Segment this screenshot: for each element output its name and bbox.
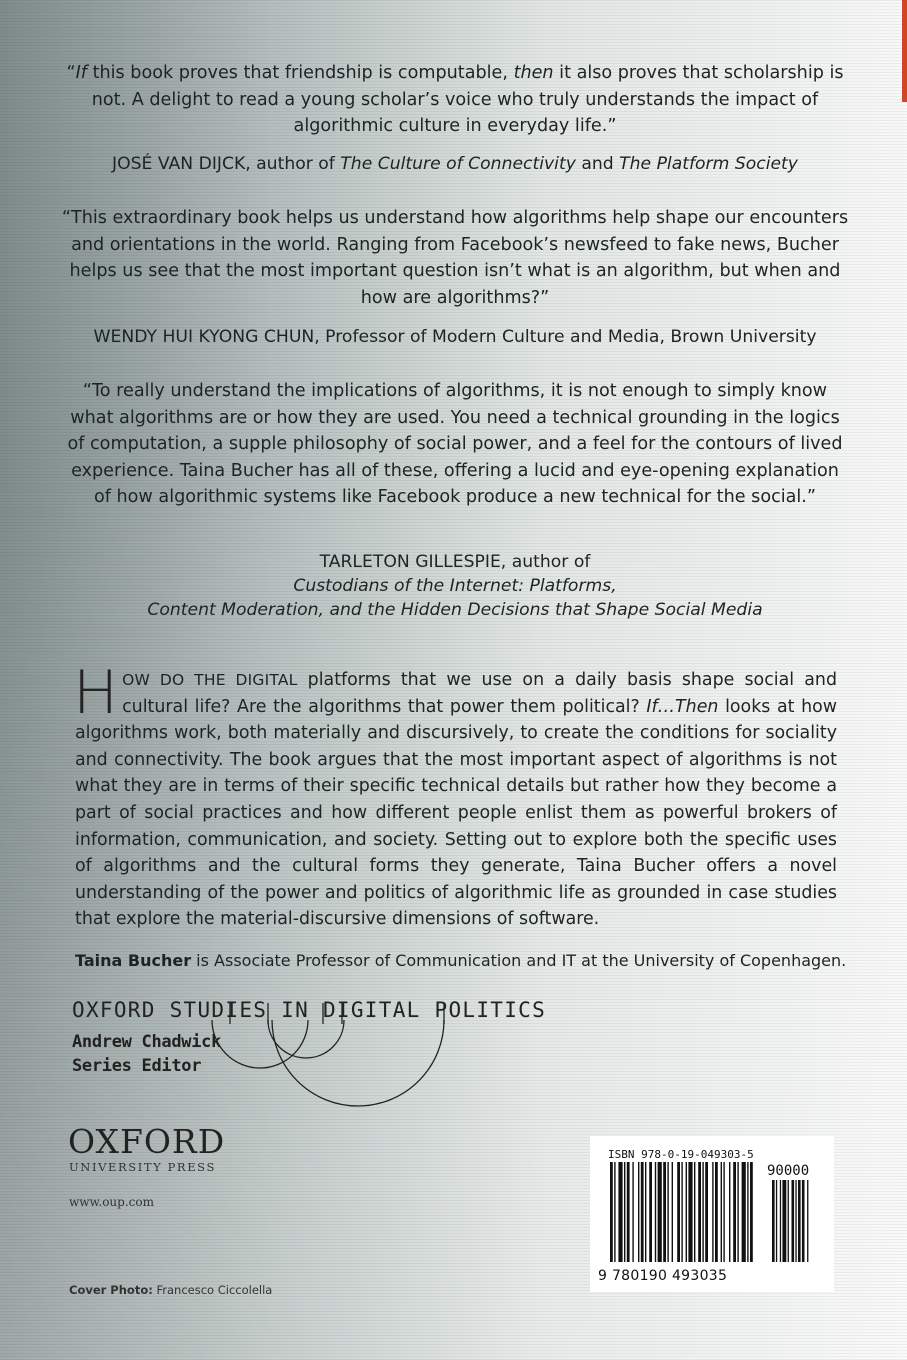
barcode-addon-bar bbox=[780, 1180, 781, 1262]
barcode-bar bbox=[638, 1162, 639, 1262]
barcode-bar bbox=[677, 1162, 680, 1262]
barcode-bar bbox=[655, 1162, 656, 1262]
isbn-digits: 9 780190 493035 bbox=[598, 1268, 728, 1284]
book-description: HOW DO THE DIGITAL platforms that we use on a daily basis shape social and cultural life? Are the algorithms that power them political? If…Then looks at how algorithms work, both materially and discursively, to create the conditions for sociality and connectivity. The book argues that the most important aspect of algorithms is not what they are in terms of their specific technical details but rather how they become a part of social practices and how different people enlist them as powerful brokers of information, communication, and society. Setting out to explore both the specific uses of algorithms and the cultural forms they generate, Taina Bucher offers a novel understanding of the power and politics of algorithmic life as grounded in case studies that explore the material-discursive dimensions of software. bbox=[73, 658, 838, 930]
barcode-bar bbox=[705, 1162, 708, 1262]
barcode-bar bbox=[750, 1162, 753, 1262]
isbn-label: ISBN 978-0-19-049303-5 bbox=[608, 1148, 754, 1161]
publisher-subname: UNIVERSITY PRESS bbox=[69, 1160, 216, 1174]
endorsement-quote-2: “This extraordinary book helps us understand how algorithms help shape our encounters and orientations in the world. Ranging from Facebook’s newsfeed to fake news, Bucher helps us see that the most important question isn’t what is an algorithm, but when and how are algorithms?” bbox=[61, 208, 849, 308]
barcode-box bbox=[590, 1136, 834, 1292]
barcode-bar bbox=[624, 1162, 625, 1262]
blurb-lead-in: OW DO THE DIGITAL bbox=[122, 671, 298, 689]
endorsement-attribution-1: JOSÉ VAN DIJCK, author of The Culture of Connectivity and The Platform Society bbox=[112, 154, 798, 174]
barcode-bar bbox=[672, 1162, 673, 1262]
barcode-bar bbox=[698, 1162, 701, 1262]
barcode-addon-bar bbox=[807, 1180, 808, 1262]
endorsement-attribution-2: WENDY HUI KYONG CHUN, Professor of Modern Culture and Media, Brown University bbox=[93, 327, 817, 347]
barcode-addon-bar bbox=[782, 1180, 786, 1262]
barcode-bar bbox=[688, 1162, 692, 1262]
author-name: Taina Bucher bbox=[75, 951, 192, 970]
barcode-bar bbox=[627, 1162, 630, 1262]
barcode-bar bbox=[694, 1162, 695, 1262]
barcode-bar bbox=[712, 1162, 713, 1262]
barcode-bar bbox=[733, 1162, 736, 1262]
barcode-bar bbox=[645, 1162, 646, 1262]
barcode-bar bbox=[667, 1162, 668, 1262]
barcode-bar bbox=[632, 1162, 633, 1262]
publisher-website: www.oup.com bbox=[69, 1195, 154, 1209]
endorsement-quote-1: “If this book proves that friendship is computable, then it also proves that scholarship is not. A delight to read a young scholar’s voice who truly understands the impact of algorithmic culture in everyday life.” bbox=[66, 63, 844, 137]
barcode-bar bbox=[641, 1162, 644, 1262]
barcode-addon-bar bbox=[795, 1180, 796, 1262]
barcode-bar bbox=[618, 1162, 622, 1262]
barcode-addon-bar bbox=[772, 1180, 775, 1262]
barcode-addon-bar bbox=[776, 1180, 777, 1262]
endorsement-quote-3: “To really understand the implications of algorithms, it is not enough to simply know what algorithms are or how they are used. You need a technical grounding in the logics of computation, a supple philosophy of social power, and a feel for the contours of lived experience. Taina Bucher has all of these, offering a lucid and eye-opening explanation of how algorithmic systems like Facebook produce a new technical for the social.” bbox=[67, 381, 843, 508]
barcode-bar bbox=[649, 1162, 652, 1262]
barcode-addon-bar bbox=[798, 1180, 801, 1262]
barcode-bar bbox=[658, 1162, 662, 1262]
author-bio: Taina Bucher is Associate Professor of Communication and IT at the University of Copenhagen. bbox=[75, 951, 847, 970]
barcode-bar bbox=[663, 1162, 666, 1262]
barcode-addon-bar bbox=[792, 1180, 795, 1262]
barcode-bar bbox=[721, 1162, 722, 1262]
series-title: OXFORD STUDIES IN DIGITAL POLITICS bbox=[72, 998, 547, 1022]
barcode-bar bbox=[747, 1162, 748, 1262]
accent-strip bbox=[902, 0, 907, 102]
barcode-addon-bar bbox=[802, 1180, 805, 1262]
barcode-bar bbox=[702, 1162, 703, 1262]
barcode-addon-bar bbox=[788, 1180, 789, 1262]
endorsement-attribution-3: TARLETON GILLESPIE, author of Custodians of the Internet: Platforms, Content Moderation, and the Hidden Decisions that Shape Social Media bbox=[147, 552, 763, 620]
drop-cap: H bbox=[73, 658, 119, 728]
cover-photo-credit: Cover Photo: Francesco Ciccolella bbox=[69, 1283, 273, 1297]
barcode-bar bbox=[737, 1162, 738, 1262]
barcode-bar bbox=[614, 1162, 615, 1262]
barcode-bar bbox=[723, 1162, 724, 1262]
barcode-bar bbox=[681, 1162, 682, 1262]
barcode-bar bbox=[715, 1162, 718, 1262]
series-editor: Andrew Chadwick Series Editor bbox=[72, 1032, 222, 1076]
barcode-bar bbox=[686, 1162, 687, 1262]
barcode-bar bbox=[742, 1162, 746, 1262]
price-code: 90000 bbox=[767, 1163, 810, 1179]
publisher-logo: OXFORD bbox=[68, 1122, 226, 1161]
barcode-bar bbox=[729, 1162, 730, 1262]
barcode-bar bbox=[610, 1162, 613, 1262]
series-logo-arcs bbox=[200, 1000, 500, 1120]
